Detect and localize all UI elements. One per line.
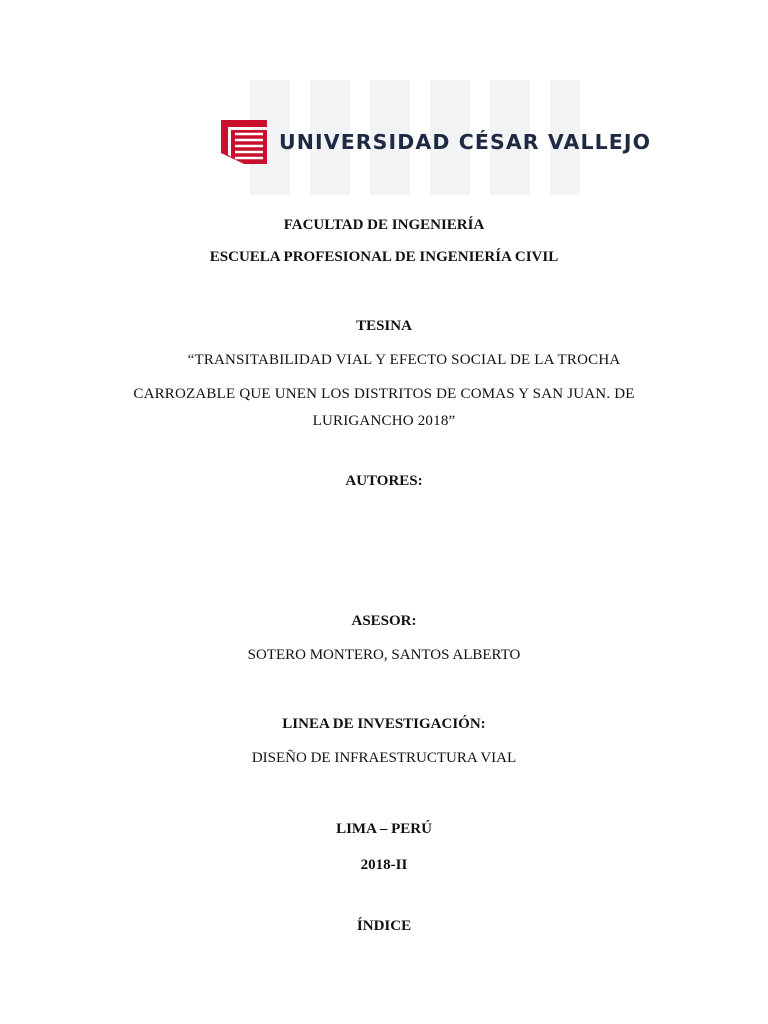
- index-heading: ÍNDICE: [356, 918, 412, 934]
- document-type: TESINA: [356, 318, 412, 334]
- school-heading: ESCUELA PROFESIONAL DE INGENIERÍA CIVIL: [209, 249, 559, 265]
- faculty-heading: FACULTAD DE INGENIERÍA: [283, 217, 485, 233]
- thesis-title-line-3: LURIGANCHO 2018”: [312, 413, 456, 429]
- authors-label: AUTORES:: [345, 473, 423, 489]
- university-logo: [219, 118, 651, 166]
- research-line-label: LINEA DE INVESTIGACIÓN:: [282, 716, 486, 732]
- location: LIMA – PERÚ: [336, 821, 432, 837]
- research-line: DISEÑO DE INFRAESTRUCTURA VIAL: [251, 750, 517, 766]
- ucv-shield-icon: [219, 118, 269, 166]
- advisor-name: SOTERO MONTERO, SANTOS ALBERTO: [247, 647, 521, 663]
- thesis-title-line-1: “TRANSITABILIDAD VIAL Y EFECTO SOCIAL DE LA TROCHA: [187, 352, 621, 368]
- advisor-label: ASESOR:: [351, 613, 417, 629]
- academic-period: 2018-II: [360, 857, 408, 873]
- thesis-title-line-2: CARROZABLE QUE UNEN LOS DISTRITOS DE COMAS Y SAN JUAN. DE: [133, 386, 635, 402]
- university-name: UNIVERSIDAD CÉSAR VALLEJO: [279, 130, 652, 154]
